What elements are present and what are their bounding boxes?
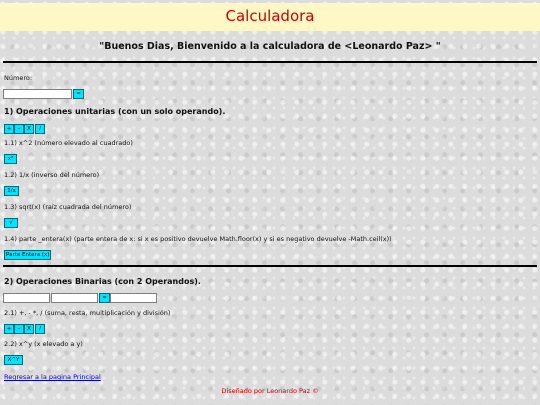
- page-title: Calculadora: [225, 7, 315, 25]
- binary-result-input[interactable]: [110, 293, 157, 303]
- square-button[interactable]: x²: [4, 154, 17, 164]
- numero-equals-button[interactable]: =: [73, 89, 84, 99]
- unary-multiply-button[interactable]: X: [24, 124, 34, 134]
- binary-plus-button[interactable]: +: [4, 324, 14, 334]
- op-square-desc: 1.1) x^2 (número elevado al cuadrado): [4, 139, 133, 147]
- unary-divide-button[interactable]: /: [35, 124, 45, 134]
- back-to-main-link[interactable]: Regresar a la pagina Principal: [4, 373, 101, 381]
- footer-credit: Diseñado por Leonardo Paz ©: [221, 387, 319, 395]
- operand2-input[interactable]: [51, 293, 98, 303]
- binary-divide-button[interactable]: /: [35, 324, 45, 334]
- unary-plus-button[interactable]: +: [4, 124, 14, 134]
- op-sqrt-desc: 1.3) sqrt(x) (raíz cuadrada del número): [4, 203, 132, 211]
- binary-heading: 2) Operaciones Binarias (con 2 Operandos).: [4, 277, 201, 286]
- op-integer-part-desc: 1.4) parte _entera(x) (parte entera de x: si x es positivo devuelve Math.floor(x) y si es negativo devuelve -Math.ceil(x)): [4, 235, 392, 243]
- integer-part-button[interactable]: Parte Entera (x): [6, 252, 50, 258]
- binary-minus-button[interactable]: -: [14, 324, 24, 334]
- inverse-button[interactable]: 1/x: [4, 186, 19, 196]
- divider-top: [3, 61, 537, 63]
- unary-heading: 1) Operaciones unitarias (con un solo operando).: [4, 107, 226, 116]
- operand1-input[interactable]: [3, 293, 50, 303]
- op-inverse-desc: 1.2) 1/x (inverso del número): [4, 171, 100, 179]
- sqrt-button[interactable]: √: [4, 218, 18, 228]
- binary-equals-button[interactable]: =: [99, 293, 110, 303]
- op-power-desc: 2.2) x^y (x elevado a y): [4, 340, 83, 348]
- greeting-text: "Buenos Dias, Bienvenido a la calculadora de <Leonardo Paz> ": [99, 41, 441, 52]
- power-button[interactable]: X^Y: [4, 355, 23, 365]
- op-basic-desc: 2.1) +, - *, / (suma, resta, multiplicación y división): [4, 309, 171, 317]
- divider-middle: [3, 265, 537, 267]
- numero-label: Número:: [4, 74, 33, 82]
- binary-multiply-button[interactable]: X: [24, 324, 34, 334]
- numero-input[interactable]: [3, 89, 72, 99]
- unary-minus-button[interactable]: -: [14, 124, 24, 134]
